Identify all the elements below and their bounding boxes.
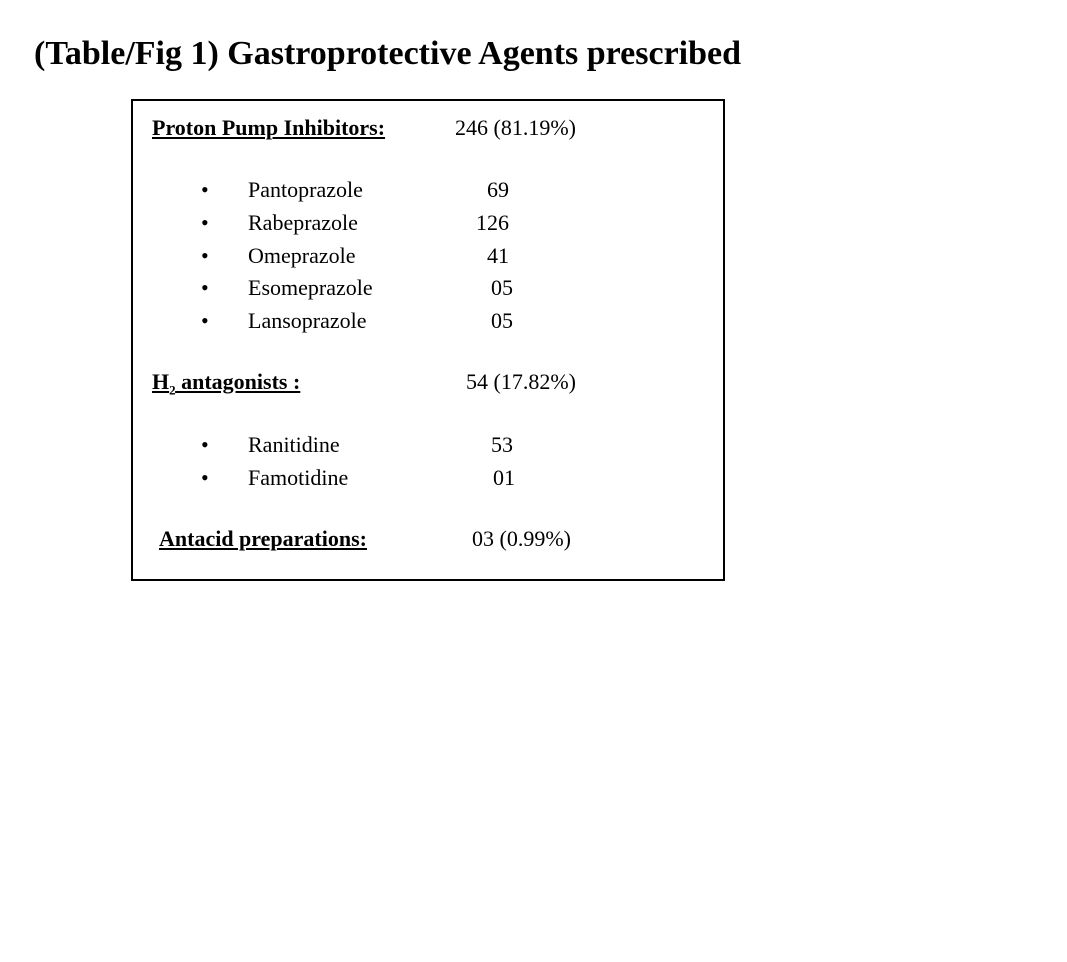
agents-table xyxy=(131,99,725,581)
drug-name: Lansoprazole xyxy=(248,308,367,333)
ppi-heading: Proton Pump Inhibitors: xyxy=(152,115,386,140)
list-item xyxy=(133,430,723,460)
ppi-total-value: 246 (81.19%) xyxy=(455,115,576,140)
drug-name: Esomeprazole xyxy=(248,275,373,300)
bullet-icon: • xyxy=(201,177,209,202)
list-item xyxy=(133,241,723,271)
h2-heading-row xyxy=(152,367,300,397)
antacid-total-value: 03 (0.99%) xyxy=(472,526,571,551)
bullet-icon: • xyxy=(201,210,209,235)
drug-count: 53 xyxy=(491,432,513,457)
drug-count: 05 xyxy=(491,275,513,300)
drug-name: Ranitidine xyxy=(248,432,340,457)
list-item xyxy=(133,306,723,336)
antacid-heading: Antacid preparations: xyxy=(159,526,367,551)
list-item xyxy=(133,175,723,205)
page-title: (Table/Fig 1) Gastroprotective Agents prescribed xyxy=(34,35,742,72)
h2-heading-prefix: H xyxy=(152,369,170,394)
drug-count: 05 xyxy=(491,308,513,333)
h2-heading xyxy=(152,369,301,398)
drug-name: Famotidine xyxy=(248,465,349,490)
h2-total xyxy=(466,367,576,397)
ppi-total xyxy=(455,113,576,143)
list-item xyxy=(133,273,723,303)
drug-count: 126 xyxy=(476,210,509,235)
list-item xyxy=(133,208,723,238)
bullet-icon: • xyxy=(201,465,209,490)
bullet-icon: • xyxy=(201,275,209,300)
bullet-icon: • xyxy=(201,243,209,268)
bullet-icon: • xyxy=(201,432,209,457)
drug-count: 01 xyxy=(493,465,515,490)
list-item xyxy=(133,463,723,493)
antacid-heading-row xyxy=(159,524,367,554)
drug-count: 69 xyxy=(487,177,509,202)
ppi-heading-row xyxy=(152,113,385,143)
drug-count: 41 xyxy=(487,243,509,268)
h2-total-value: 54 (17.82%) xyxy=(466,369,576,394)
drug-name: Rabeprazole xyxy=(248,210,358,235)
drug-name: Pantoprazole xyxy=(248,177,363,202)
h2-heading-subscript: 2 xyxy=(169,382,176,398)
bullet-icon: • xyxy=(201,308,209,333)
drug-name: Omeprazole xyxy=(248,243,356,268)
antacid-total xyxy=(472,524,571,554)
h2-heading-suffix: antagonists : xyxy=(175,369,301,394)
